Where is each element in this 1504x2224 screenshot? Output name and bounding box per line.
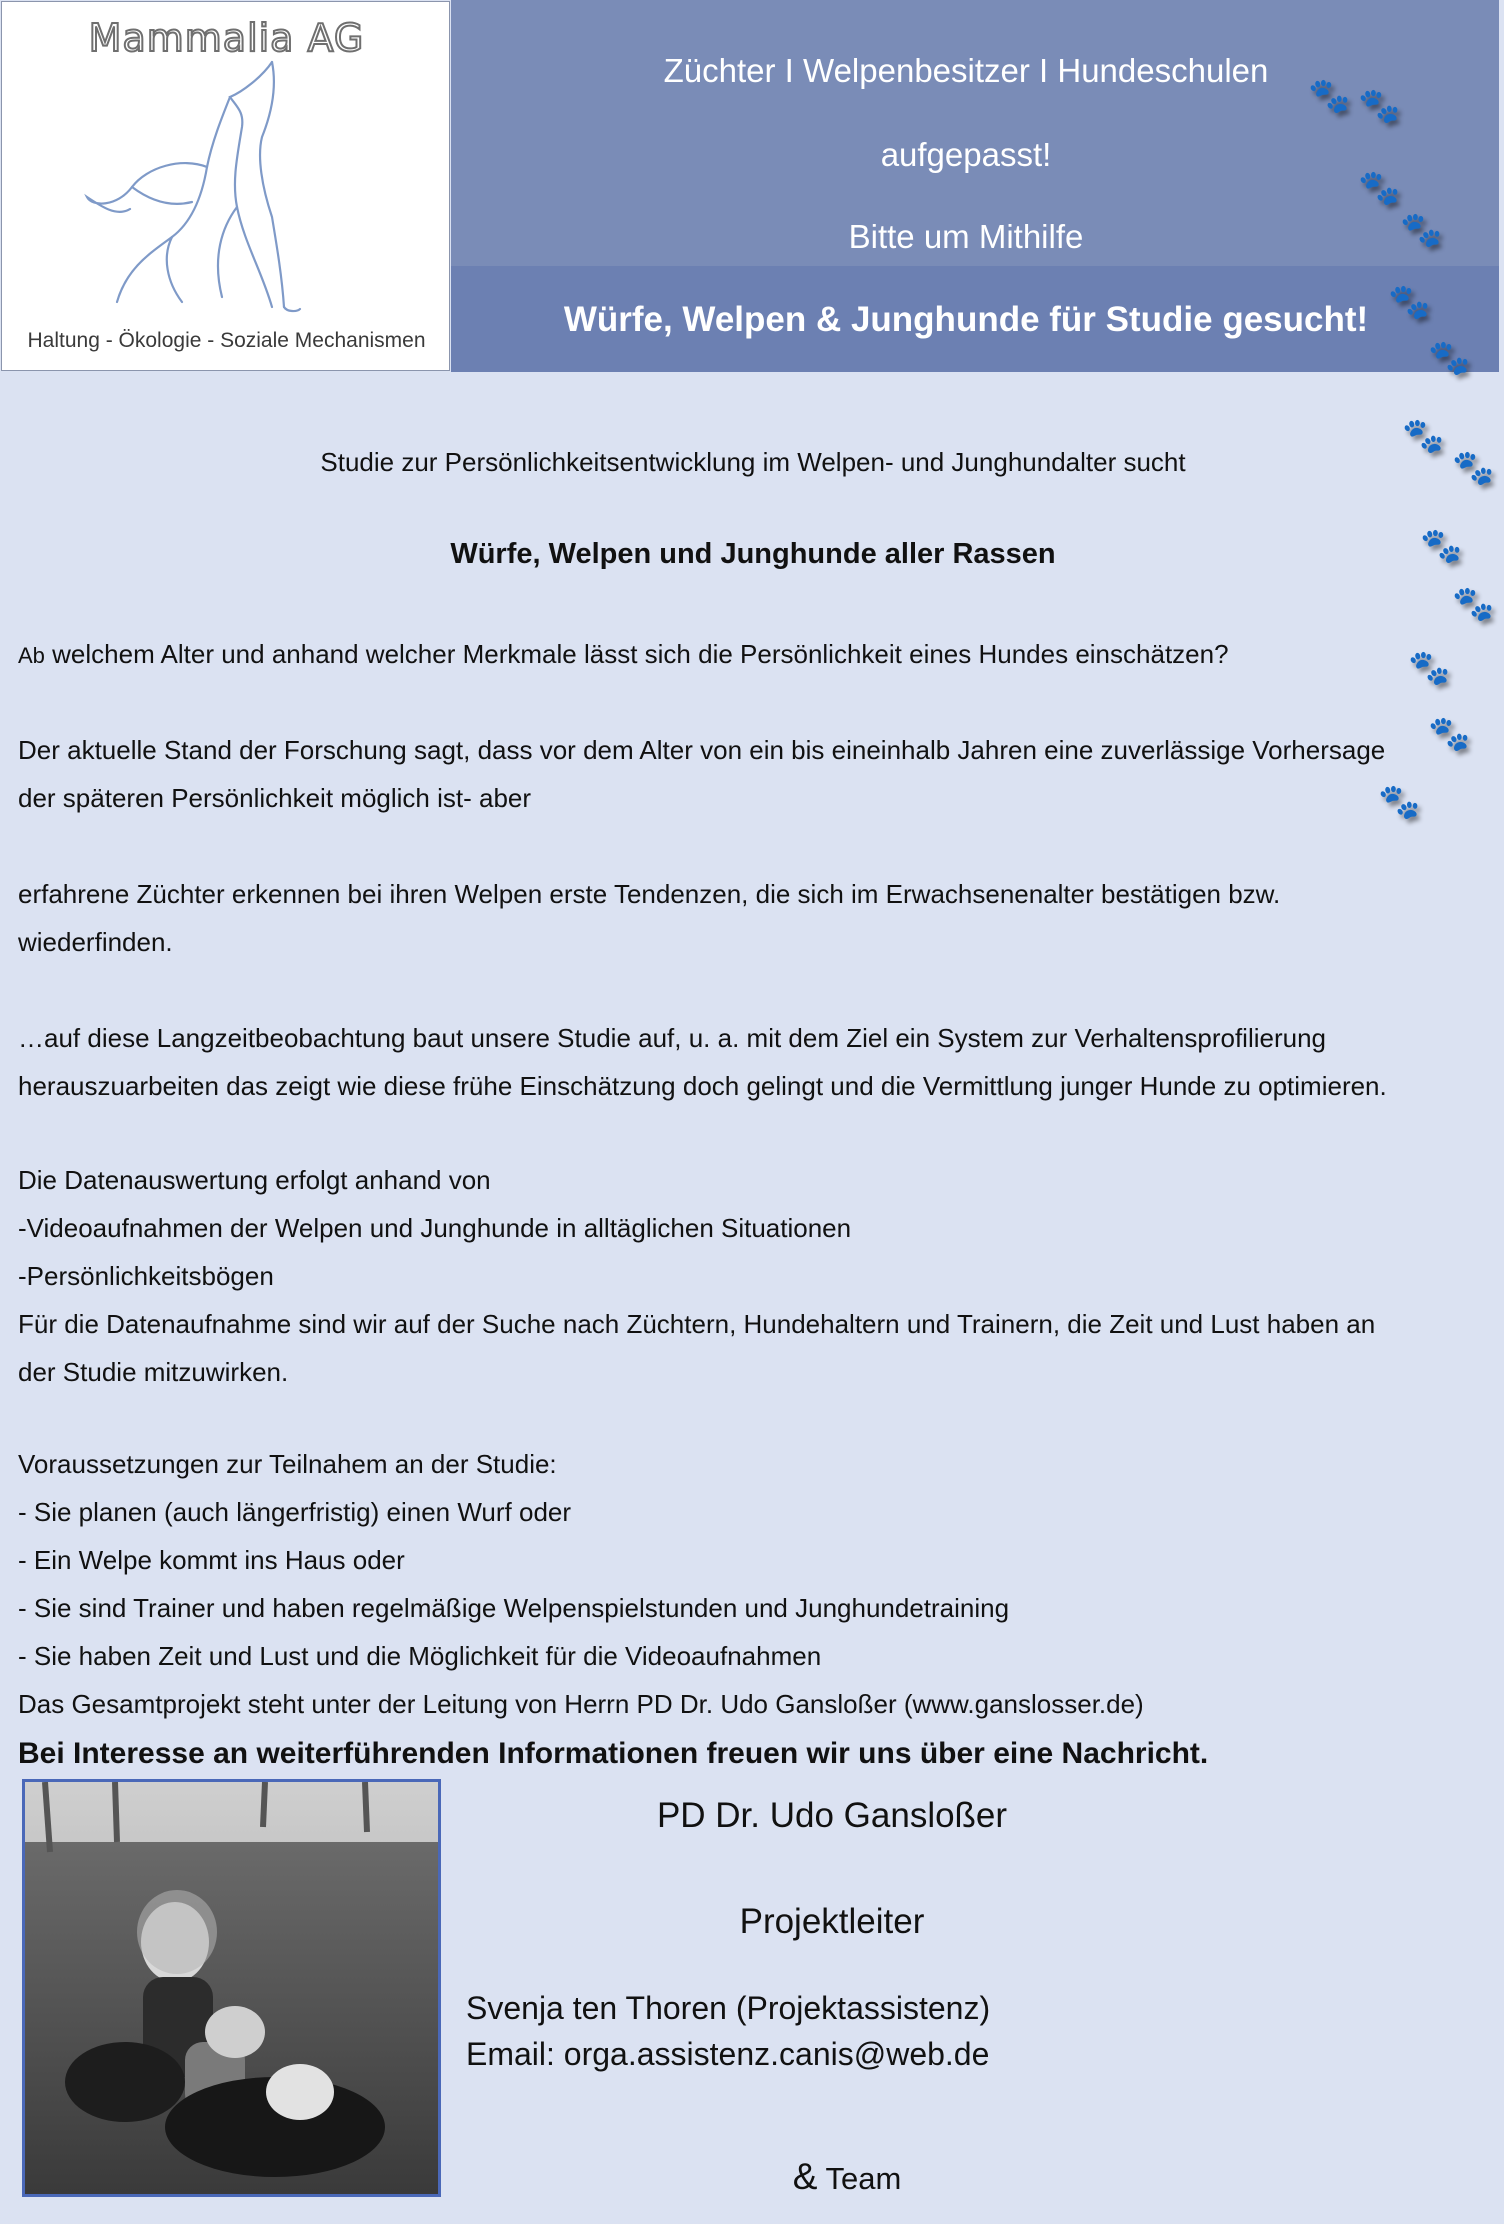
requirement-item: - Sie sind Trainer und haben regelmäßige Welpenspielstunden und Junghundetraining — [18, 1593, 1010, 1623]
paragraph-3-line-2: herauszuarbeiten das zeigt wie diese frühe Einschätzung doch gelingt und die Vermittlung junger Hunde zu optimieren. — [18, 1071, 1387, 1101]
paragraph-1-line-1: Der aktuelle Stand der Forschung sagt, dass vor dem Alter von ein bis eineinhalb Jahren eine zuverlässige Vorhersage — [18, 735, 1386, 765]
call-to-action: Bei Interesse an weiterführenden Informationen freuen wir uns über eine Nachricht. — [18, 1737, 1209, 1770]
paw-print-icon: 🐾 — [1428, 339, 1471, 377]
logo-box — [1, 1, 450, 371]
team-line — [452, 2156, 1242, 2198]
photo-placeholder — [25, 1782, 438, 2194]
data-line-3: -Persönlichkeitsbögen — [18, 1261, 274, 1291]
paw-print-icon: 🐾 — [1388, 283, 1431, 321]
data-line-2: -Videoaufnahmen der Welpen und Junghunde in alltäglichen Situationen — [18, 1213, 852, 1243]
paw-print-icon: 🐾 — [1358, 169, 1401, 207]
howling-wolf-logo-icon — [72, 57, 372, 322]
requirement-item: - Sie haben Zeit und Lust und die Möglichkeit für die Videoaufnahmen — [18, 1641, 822, 1671]
banner-line-2: aufgepasst! — [880, 136, 1052, 173]
requirement-item: - Sie planen (auch längerfristig) einen Wurf oder — [18, 1497, 572, 1527]
data-line-1: Die Datenauswertung erfolgt anhand von — [18, 1165, 491, 1195]
contact-name: PD Dr. Udo Gansloßer — [656, 1796, 1008, 1835]
banner-headline: Würfe, Welpen & Junghunde für Studie gesucht! — [563, 300, 1369, 339]
banner-line-3: Bitte um Mithilfe — [848, 218, 1084, 255]
main-heading: Würfe, Welpen und Junghunde aller Rassen — [450, 538, 1056, 570]
contact-email[interactable]: Email: orga.assistenz.canis@web.de — [466, 2036, 990, 2072]
data-line-4: Für die Datenaufnahme sind wir auf der Suche nach Züchtern, Hundehaltern und Trainern, die Zeit und Lust haben an — [18, 1309, 1376, 1339]
data-line-5: der Studie mitzuwirken. — [18, 1357, 289, 1387]
paw-print-icon: 🐾 — [1452, 585, 1495, 623]
paw-print-icon: 🐾 — [1358, 87, 1401, 125]
requirements-title: Voraussetzungen zur Teilnahem an der Studie: — [18, 1449, 557, 1479]
banner-line-1: Züchter I Welpenbesitzer I Hundeschulen — [663, 52, 1269, 89]
question-prefix: Ab — [18, 643, 45, 668]
contact-role: Projektleiter — [739, 1902, 925, 1941]
team-photo — [22, 1779, 441, 2197]
logo-title: Mammalia AG — [88, 16, 365, 60]
paragraph-2-line-2: wiederfinden. — [18, 927, 173, 957]
paw-print-icon: 🐾 — [1428, 715, 1471, 753]
paw-print-icon: 🐾 — [1452, 449, 1495, 487]
team-label: Team — [817, 2161, 902, 2196]
question-rest: welchem Alter und anhand welcher Merkmale lässt sich die Persönlichkeit eines Hundes einschätzen? — [44, 639, 1229, 669]
paw-print-icon: 🐾 — [1420, 527, 1463, 565]
logo-subtitle: Haltung - Ökologie - Soziale Mechanismen — [27, 329, 426, 352]
paw-print-icon: 🐾 — [1400, 211, 1443, 249]
team-ampersand: & — [792, 2156, 818, 2197]
paw-print-icon: 🐾 — [1402, 417, 1445, 455]
contact-assistant: Svenja ten Thoren (Projektassistenz) — [466, 1990, 991, 2026]
requirement-item: - Ein Welpe kommt ins Haus oder — [18, 1545, 405, 1575]
project-lead-text: Das Gesamtprojekt steht unter der Leitung von Herrn PD Dr. Udo Gansloßer (www.ganslosser.de) — [18, 1689, 1144, 1719]
question-text — [18, 630, 1488, 680]
intro-text: Studie zur Persönlichkeitsentwicklung im Welpen- und Junghundalter sucht — [320, 447, 1186, 477]
paw-print-icon: 🐾 — [1408, 649, 1451, 687]
paw-print-icon: 🐾 — [1308, 77, 1351, 115]
paragraph-3-line-1: …auf diese Langzeitbeobachtung baut unsere Studie auf, u. a. mit dem Ziel ein System zur Verhaltensprofilierung — [18, 1023, 1326, 1053]
paragraph-1-line-2: der späteren Persönlichkeit möglich ist- aber — [18, 783, 532, 813]
paragraph-2-line-1: erfahrene Züchter erkennen bei ihren Welpen erste Tendenzen, die sich im Erwachsenenalter bestätigen bzw. — [18, 879, 1281, 909]
paw-print-icon: 🐾 — [1378, 783, 1421, 821]
